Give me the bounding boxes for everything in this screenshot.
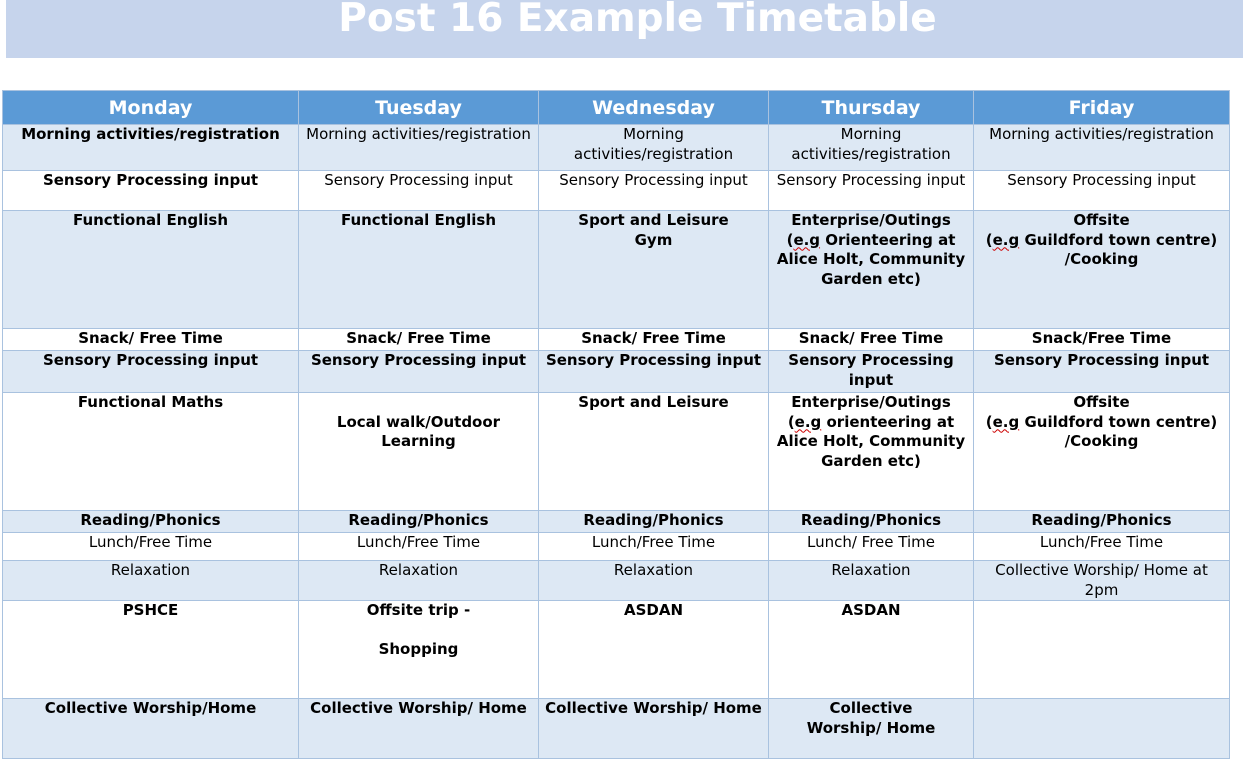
row-session-1	[3, 211, 1230, 329]
session3-tuesday-line2: Shopping	[378, 640, 459, 658]
session2-friday-line1: Offsite	[1073, 393, 1130, 411]
cell-session1-friday	[974, 211, 1230, 329]
cell-relax-wednesday: Relaxation	[539, 561, 769, 601]
cell-lunch-tuesday: Lunch/Free Time	[299, 533, 539, 561]
cell-morning-tuesday: Morning activities/registration	[299, 125, 539, 171]
session2-thursday-line2: (e.g orienteering at	[787, 412, 955, 431]
session3-tuesday-line1: Offsite trip -	[366, 601, 471, 619]
cell-lunch-wednesday: Lunch/Free Time	[539, 533, 769, 561]
cell-reading-thursday: Reading/Phonics	[769, 511, 974, 533]
session1-friday-line1: Offsite	[1073, 211, 1130, 229]
session3-wednesday-text: ASDAN	[623, 601, 684, 619]
day-header-tuesday: Tuesday	[299, 91, 539, 125]
session2-thursday-line4: Garden etc)	[821, 451, 921, 470]
row-session-2	[3, 393, 1230, 511]
cell-morning-thursday: Morning activities/registration	[769, 125, 974, 171]
cell-session3-wednesday	[539, 601, 769, 699]
session1-thursday-line3: Alice Holt, Community	[776, 250, 966, 268]
cell-reading-friday: Reading/Phonics	[974, 511, 1230, 533]
cell-morning-monday: Morning activities/registration	[3, 125, 299, 171]
cell-snack-monday: Snack/ Free Time	[3, 329, 299, 351]
page-title: Post 16 Example Timetable	[338, 0, 937, 41]
cell-snack-tuesday: Snack/ Free Time	[299, 329, 539, 351]
row-sensory-2	[3, 351, 1230, 393]
cell-sensory1-thursday: Sensory Processing input	[769, 171, 974, 211]
cell-session2-monday	[3, 393, 299, 511]
cell-session2-friday	[974, 393, 1230, 511]
cell-session1-tuesday	[299, 211, 539, 329]
session2-wednesday-text: Sport and Leisure	[578, 393, 729, 411]
header-row	[3, 91, 1230, 125]
cell-reading-tuesday: Reading/Phonics	[299, 511, 539, 533]
cell-session2-wednesday	[539, 393, 769, 511]
title-banner	[6, 0, 1243, 58]
session2-friday-line2: (e.g Guildford town centre)	[985, 412, 1218, 431]
cell-sensory2-monday: Sensory Processing input	[3, 351, 299, 393]
session1-wednesday-line1: Sport and Leisure	[578, 211, 729, 229]
cell-sensory1-wednesday: Sensory Processing input	[539, 171, 769, 211]
cell-session3-tuesday	[299, 601, 539, 699]
cell-sensory2-wednesday: Sensory Processing input	[539, 351, 769, 393]
cell-session2-thursday	[769, 393, 974, 511]
cell-session3-friday	[974, 601, 1230, 699]
session2-tuesday-spacer	[303, 393, 534, 413]
cell-relax-friday: Collective Worship/ Home at 2pm	[974, 561, 1230, 601]
session1-thursday-line2: (e.g Orienteering at	[786, 230, 956, 249]
cell-worship-monday: Collective Worship/Home	[3, 699, 299, 759]
session2-monday-text: Functional Maths	[77, 393, 224, 411]
cell-reading-monday: Reading/Phonics	[3, 511, 299, 533]
cell-worship-thursday: Collective Worship/ Home	[769, 699, 974, 759]
row-lunch	[3, 533, 1230, 561]
cell-snack-thursday: Snack/ Free Time	[769, 329, 974, 351]
cell-sensory2-tuesday: Sensory Processing input	[299, 351, 539, 393]
day-header-friday: Friday	[974, 91, 1230, 125]
cell-lunch-friday: Lunch/Free Time	[974, 533, 1230, 561]
session1-friday-line2: (e.g Guildford town centre)	[985, 230, 1218, 249]
cell-lunch-thursday: Lunch/ Free Time	[769, 533, 974, 561]
cell-reading-wednesday: Reading/Phonics	[539, 511, 769, 533]
row-relaxation	[3, 561, 1230, 601]
day-header-thursday: Thursday	[769, 91, 974, 125]
cell-session1-wednesday	[539, 211, 769, 329]
session1-monday-text: Functional English	[72, 211, 229, 229]
session3-monday-text: PSHCE	[122, 601, 179, 619]
session2-friday-line3: /Cooking	[1064, 432, 1139, 450]
row-worship	[3, 699, 1230, 759]
session1-thursday-line4: Garden etc)	[821, 269, 921, 288]
cell-sensory1-monday: Sensory Processing input	[3, 171, 299, 211]
cell-snack-friday: Snack/Free Time	[974, 329, 1230, 351]
cell-session2-tuesday	[299, 393, 539, 511]
cell-session3-monday	[3, 601, 299, 699]
cell-worship-friday	[974, 699, 1230, 759]
cell-sensory2-thursday: Sensory Processing input	[769, 351, 974, 393]
cell-session1-thursday	[769, 211, 974, 329]
cell-sensory1-friday: Sensory Processing input	[974, 171, 1230, 211]
cell-session3-thursday	[769, 601, 974, 699]
session2-tuesday-text: Local walk/Outdoor Learning	[336, 412, 501, 450]
day-header-monday: Monday	[3, 91, 299, 125]
session1-wednesday-line2: Gym	[634, 230, 673, 249]
session3-thursday-text: ASDAN	[841, 601, 901, 619]
cell-session1-monday	[3, 211, 299, 329]
cell-sensory1-tuesday: Sensory Processing input	[299, 171, 539, 211]
session3-tuesday-spacer	[303, 621, 534, 641]
cell-sensory2-friday: Sensory Processing input	[974, 351, 1230, 393]
row-snack	[3, 329, 1230, 351]
timetable	[2, 90, 1230, 759]
cell-relax-monday: Relaxation	[3, 561, 299, 601]
cell-morning-wednesday: Morning activities/registration	[539, 125, 769, 171]
session1-friday-line3: /Cooking	[1064, 250, 1139, 268]
cell-relax-thursday: Relaxation	[769, 561, 974, 601]
row-session-3	[3, 601, 1230, 699]
session1-thursday-line1: Enterprise/Outings	[791, 211, 951, 229]
cell-worship-wednesday: Collective Worship/ Home	[539, 699, 769, 759]
day-header-wednesday: Wednesday	[539, 91, 769, 125]
session2-thursday-line1: Enterprise/Outings	[791, 393, 951, 411]
cell-snack-wednesday: Snack/ Free Time	[539, 329, 769, 351]
row-reading	[3, 511, 1230, 533]
cell-lunch-monday: Lunch/Free Time	[3, 533, 299, 561]
cell-morning-friday: Morning activities/registration	[974, 125, 1230, 171]
cell-worship-tuesday: Collective Worship/ Home	[299, 699, 539, 759]
session2-thursday-line3: Alice Holt, Community	[776, 432, 966, 450]
session1-tuesday-text: Functional English	[340, 211, 497, 229]
row-morning	[3, 125, 1230, 171]
cell-relax-tuesday: Relaxation	[299, 561, 539, 601]
row-sensory-1	[3, 171, 1230, 211]
